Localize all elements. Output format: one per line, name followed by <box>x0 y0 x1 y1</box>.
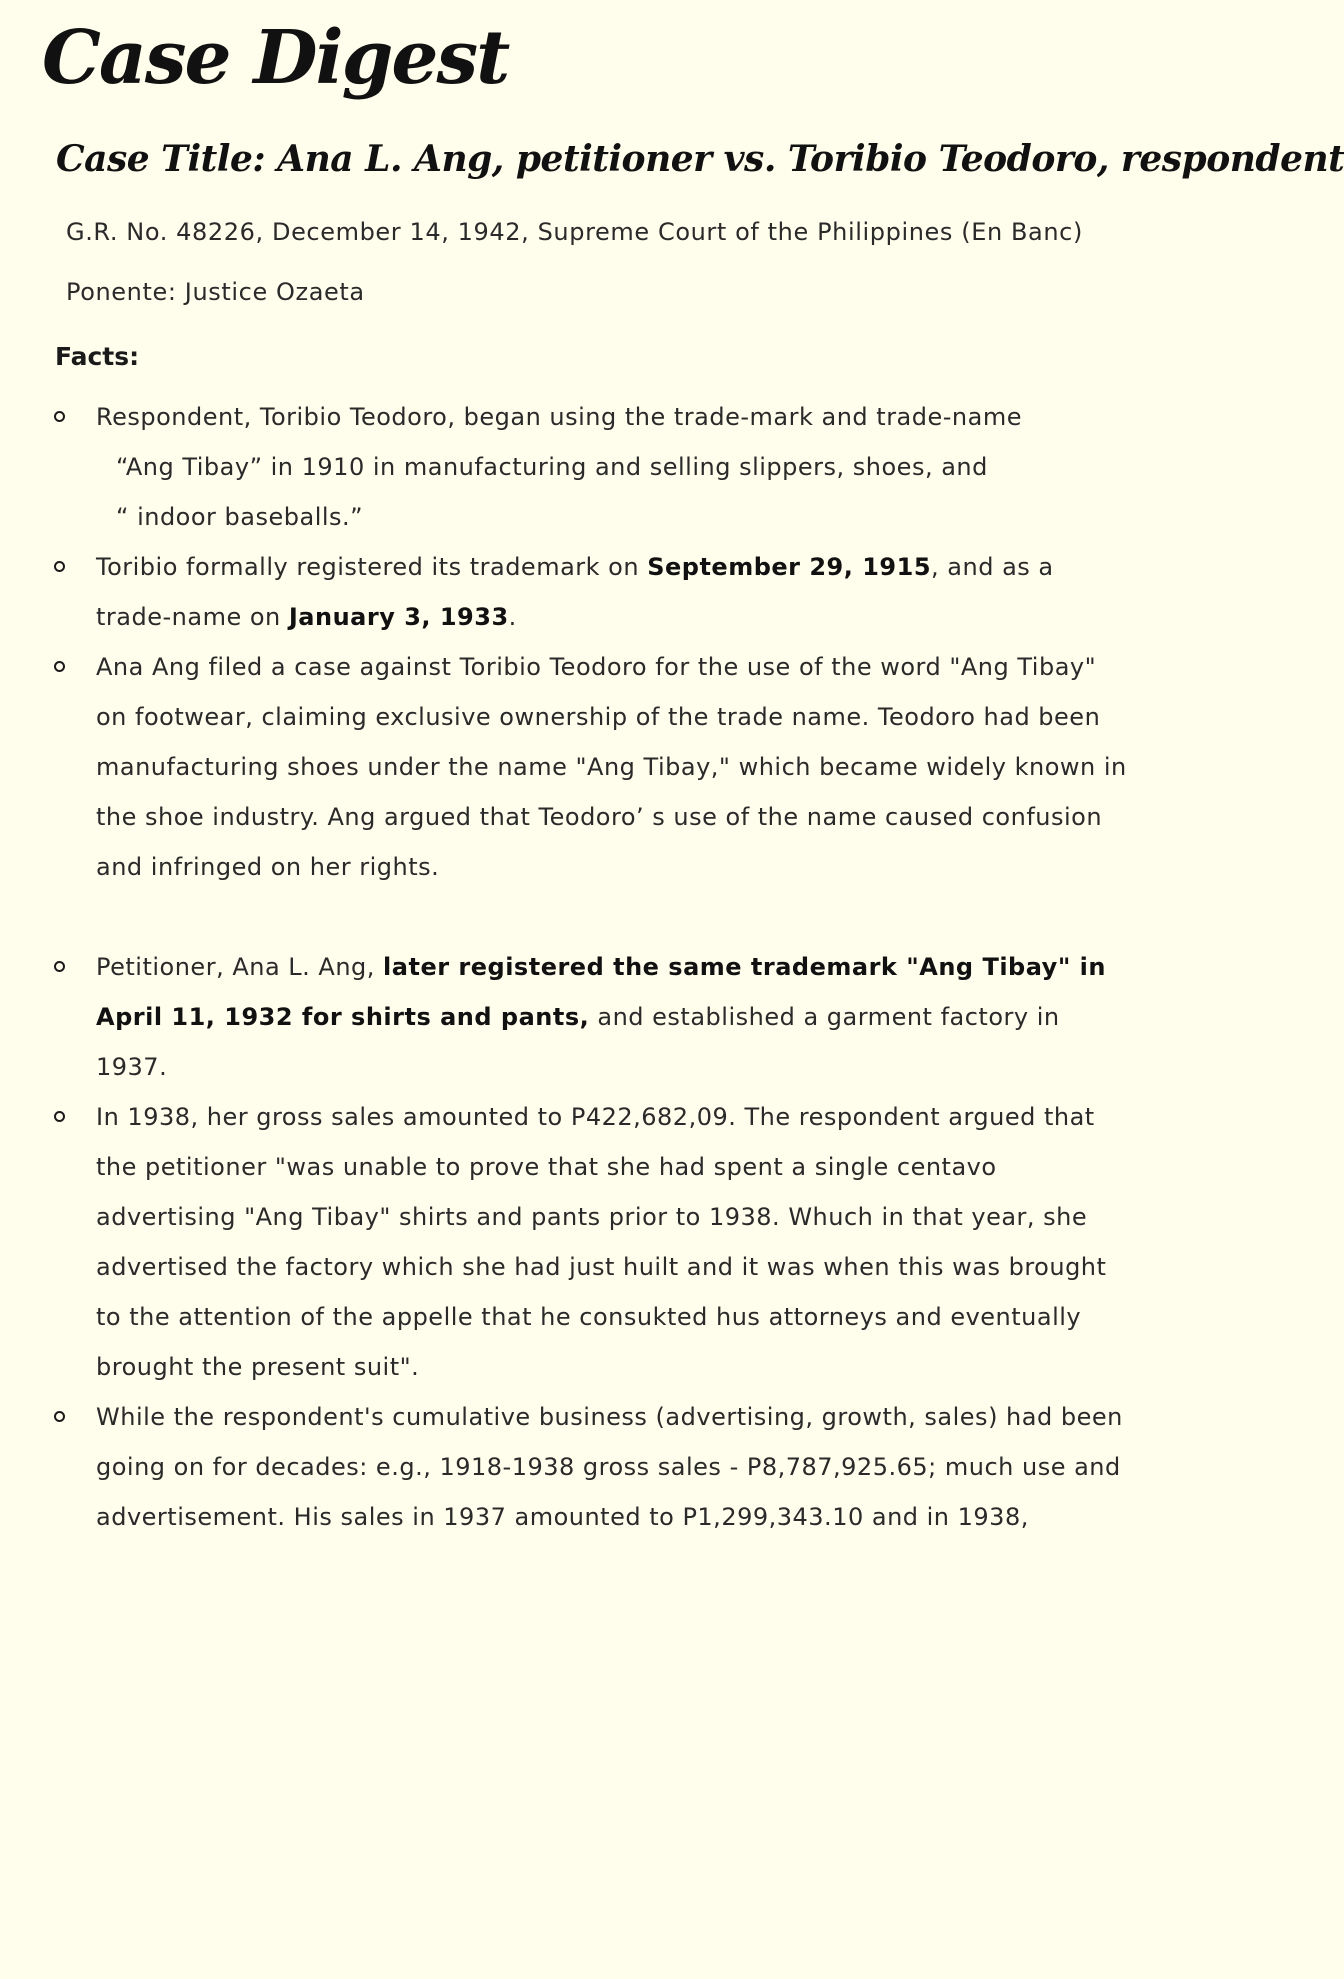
registration-date-tradename: January 3, 1933 <box>288 603 509 631</box>
fact-1-line-1: Respondent, Toribio Teodoro, began using the trade-mark and trade-name <box>96 403 1022 431</box>
case-title: Case Title: Ana L. Ang, petitioner vs. Toribio Teodoro, respondent <box>56 138 1344 180</box>
fact-3-text: Ana Ang filed a case against Toribio Teodoro for the use of the word "Ang Tibay" on footwear, claiming exclusive ownership of the trade name. Teodoro had been manufacturing shoes under the name "Ang Tibay," which became widely known in the shoe industry. Ang argued that Teodoro’ s use of the name caused confusion and infringed on her rights. <box>96 653 1127 881</box>
ponente-line: Ponente: Justice Ozaeta <box>66 278 365 306</box>
bullet-icon <box>54 1411 65 1422</box>
fact-item-2 <box>0 542 1200 642</box>
fact-5-text: In 1938, her gross sales amounted to P422,682,09. The respondent argued that the petitioner "was unable to prove that she had spent a single centavo advertising "Ang Tibay" shirts and pants prior to 1938. Whuch in that year, she advertised the factory which she had just huilt and it was when this was brought to the attention of the appelle that he consukted hus attorneys and eventually brought the present suit". <box>96 1103 1107 1381</box>
fact-2-text-c: . <box>508 603 517 631</box>
fact-2-text-b: , and as a trade-name on <box>96 553 1054 631</box>
bullet-icon <box>54 561 65 572</box>
fact-item-4 <box>0 942 1200 1092</box>
bullet-icon <box>54 661 65 672</box>
fact-4-text-a: Petitioner, Ana L. Ang, <box>96 953 384 981</box>
page-title: Case Digest <box>42 15 509 101</box>
fact-item-3 <box>0 642 1200 892</box>
registration-date-trademark: September 29, 1915 <box>647 553 932 581</box>
bullet-icon <box>54 411 65 422</box>
fact-4-text-b: and established a garment factory in 1937. <box>96 1003 1060 1081</box>
gr-number-line: G.R. No. 48226, December 14, 1942, Supreme Court of the Philippines (En Banc) <box>66 218 1083 246</box>
fact-1-line-2: “Ang Tibay” in 1910 in manufacturing and selling slippers, shoes, and <box>116 453 988 481</box>
bullet-icon <box>54 1111 65 1122</box>
fact-item-1 <box>0 392 1200 542</box>
facts-heading: Facts: <box>55 342 140 371</box>
fact-item-6 <box>0 1392 1200 1542</box>
facts-list <box>0 392 1200 1542</box>
fact-1-line-3: “ indoor baseballs.” <box>116 503 364 531</box>
fact-4-highlight: later registered the same trademark "Ang Tibay" in April 11, 1932 for shirts and pants, <box>96 953 1106 1031</box>
fact-2-text-a: Toribio formally registered its trademark on <box>96 553 648 581</box>
fact-item-5 <box>0 1092 1200 1392</box>
fact-6-text: While the respondent's cumulative business (advertising, growth, sales) had been going on for decades: e.g., 1918-1938 gross sales - P8,787,925.65; much use and advertisement. His sales in 1937 amounted to P1,299,343.10 and in 1938, <box>96 1403 1123 1531</box>
bullet-icon <box>54 961 65 972</box>
